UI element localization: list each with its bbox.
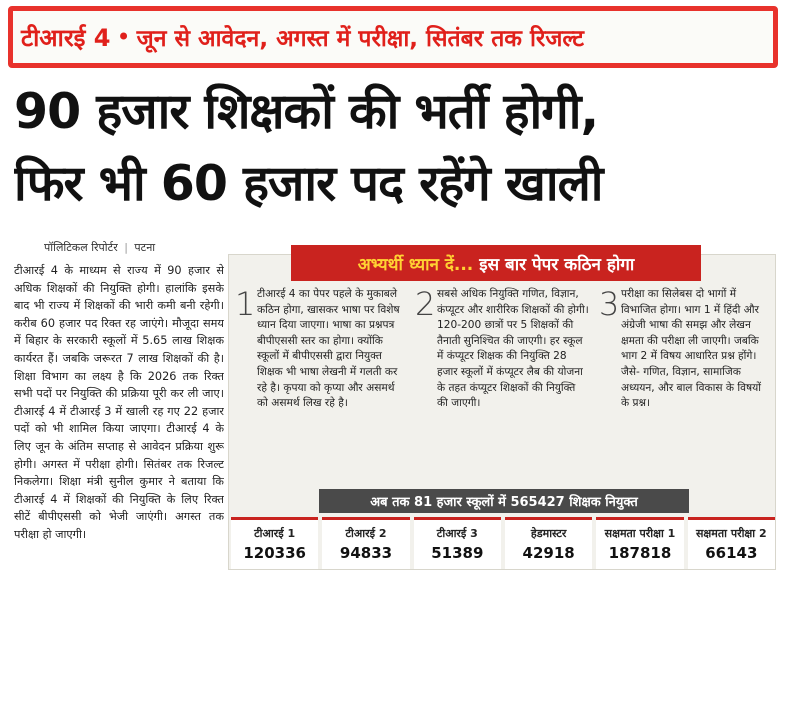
- byline-reporter: पॉलिटिकल रिपोर्टर: [44, 241, 118, 254]
- stat-value: 42918: [522, 544, 575, 562]
- info-points: [229, 285, 777, 485]
- stats-row: [229, 517, 777, 569]
- stat-value: 94833: [339, 544, 393, 562]
- info-point-number: 1: [235, 285, 256, 323]
- info-point-number: 2: [415, 285, 436, 323]
- stat-value: 120336: [243, 544, 306, 562]
- banner-tag: टीआरई 4: [21, 23, 111, 52]
- info-box-header: [291, 245, 701, 281]
- byline-separator: |: [124, 241, 128, 254]
- headline: [14, 76, 774, 220]
- stat-label: सक्षमता परीक्षा 2: [695, 527, 767, 540]
- stat-headmaster: [505, 517, 592, 569]
- info-box-header-text: इस बार पेपर कठिन होगा: [479, 254, 635, 275]
- article-body: टीआरई 4 के माध्यम से राज्य में 90 हजार से अधिक शिक्षकों की नियुक्ति होगी। हालांकि इसके बाद भी राज्य में शिक्षकों की भारी कमी बनी रहेगी। करीब 60 हजार पद रिक्त रह जाएंगे। मौजूदा समय में बिहार के सरकारी स्कूलों में 5.65 लाख शिक्षक कार्यरत हैं। जबकि जरूरत 7 लाख शिक्षकों की है। शिक्षा विभाग का लक्ष्य है कि 2026 तक रिक्त सभी पदों पर नियुक्ति की प्रक्रिया पूरी कर ली जाए। टीआरई 4 में टीआरई 3 में खाली रह गए 22 हजार पदों को भी शामिल किया जाएगा। टीआरई 4 के लिए जून के अंतिम सप्ताह से आवेदन प्रक्रिया शुरू होगी। अगस्त में परीक्षा होगी। सितंबर तक रिजल्ट निकलेगा। शिक्षा मंत्री सुनील कुमार ने बताया कि टीआरई 4 में शिक्षकों की नियुक्ति के लिए रिक्त सीटें बीपीएससी को भेजी जाएंगी। अगस्त तक परीक्षा हो जाएगी।: [14, 264, 224, 541]
- stat-label: हेडमास्टर: [530, 527, 567, 540]
- info-point-1: [235, 285, 407, 485]
- stats-header: अब तक 81 हजार स्कूलों में 565427 शिक्षक नियुक्त: [319, 489, 689, 513]
- info-box: [228, 254, 776, 570]
- info-point-text: सबसे अधिक नियुक्ति गणित, विज्ञान, कंप्यूटर और शारीरिक शिक्षकों की होगी। 120-200 छात्रों पर 5 शिक्षकों की तैनाती सुनिश्चित की जाएगी। हर स्कूल में कंप्यूटर शिक्षक की नियुक्ति 28 हजार स्कूलों में कंप्यूटर लैब की योजना के तहत कंप्यूटर शिक्षकों की नियुक्ति की जाएगी।: [437, 288, 589, 410]
- banner-dot: •: [116, 23, 131, 51]
- stat-competency-1: [596, 517, 683, 569]
- stat-label: टीआरई 2: [345, 527, 387, 540]
- info-point-text: टीआरई 4 का पेपर पहले के मुकाबले कठिन होगा, खासकर भाषा पर विशेष ध्यान दिया जाएगा। भाषा का प्रश्नपत्र बीपीएससी स्तर का होगा। क्योंकि स्कूलों में बीपीएससी द्वारा नियुक्त शिक्षक भी भाषा लेखनी में गलती कर रहे है। कृपया को कृप्या और असमर्थ को असमर्थ लिख रहे है।: [257, 288, 400, 410]
- stat-label: टीआरई 3: [436, 527, 478, 540]
- banner-text: जून से आवेदन, अगस्त में परीक्षा, सितंबर तक रिजल्ट: [136, 26, 585, 52]
- info-point-2: [415, 285, 587, 485]
- stat-label: टीआरई 1: [254, 527, 296, 540]
- top-banner: [8, 6, 778, 68]
- stat-value: 66143: [705, 544, 758, 562]
- stat-tre-2: [322, 517, 409, 569]
- stat-tre-1: [231, 517, 318, 569]
- headline-line-1: 90 हजार शिक्षकों की भर्ती होगी,: [14, 83, 599, 140]
- stat-competency-2: [688, 517, 775, 569]
- stat-tre-3: [414, 517, 501, 569]
- stat-value: 187818: [608, 544, 672, 562]
- headline-line-2: फिर भी 60 हजार पद रहेंगे खाली: [14, 155, 603, 212]
- info-point-3: [599, 285, 771, 485]
- info-point-number: 3: [599, 285, 620, 323]
- stat-value: 51389: [431, 544, 484, 562]
- stat-label: सक्षमता परीक्षा 1: [604, 527, 676, 540]
- byline-city: पटना: [134, 241, 156, 254]
- info-box-header-highlight: अभ्यर्थी ध्यान दें...: [357, 254, 474, 275]
- byline: [44, 240, 155, 255]
- info-point-text: परीक्षा का सिलेबस दो भागों में विभाजित होगा। भाग 1 में हिंदी और अंग्रेजी भाषा की समझ और लेखन क्षमता की परीक्षा ली जाएगी। जबकि भाग 2 में विषय आधारित प्रश्न होंगे। जैसे- गणित, विज्ञान, सामाजिक अध्ययन, और बाल विकास के विषयों के प्रश्न।: [621, 288, 762, 410]
